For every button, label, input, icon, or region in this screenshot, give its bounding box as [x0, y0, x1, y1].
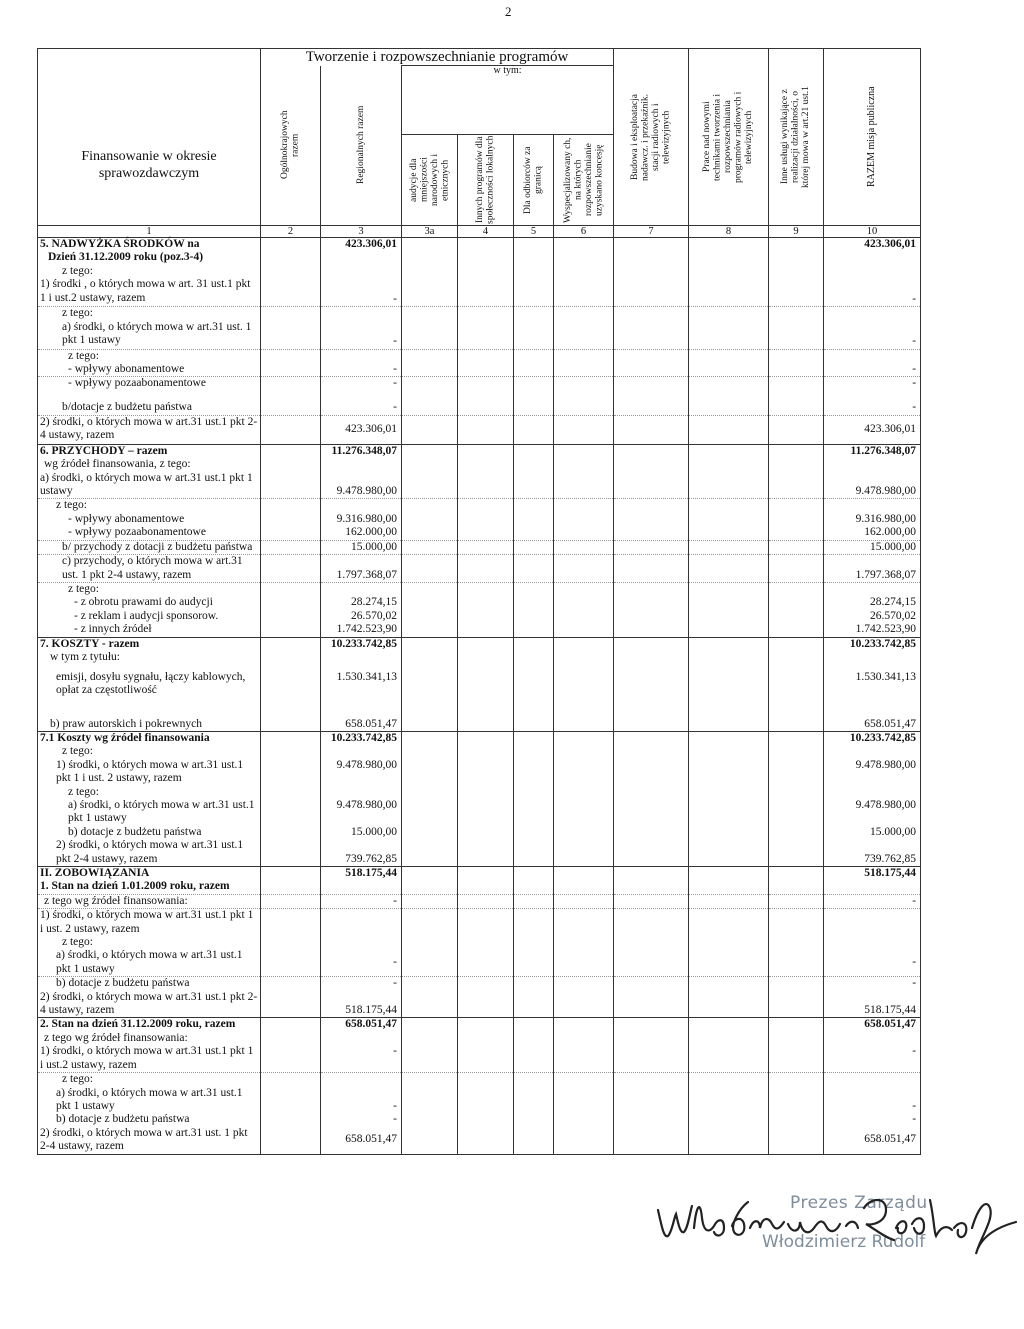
table-row	[38, 499, 921, 513]
row-label: a) środki, o których mowa w art.31 ust.1 pkt 1 ustawy	[38, 949, 261, 976]
table-row	[38, 839, 921, 866]
signature-title: Prezes Zarządu	[790, 1193, 928, 1213]
row-label: 2) środki, o których mowa w art.31 ust. 1 pkt 2-4 ustawy, razem	[38, 1127, 261, 1154]
row-value-col10: -	[824, 949, 921, 976]
table-row	[38, 265, 921, 278]
row-label: a) środki, o których mowa w art.31 ust.1 pkt 1 ustawy	[38, 799, 261, 826]
row-value-col3: 423.306,01	[321, 238, 402, 265]
row-value-col10: -	[824, 1113, 921, 1126]
col-number: 8	[689, 226, 769, 238]
row-value-col10: 658.051,47	[824, 1127, 921, 1154]
row-label: emisji, dosyłu sygnału, łączy kablowych, opłat za częstotliwość	[38, 671, 261, 707]
col-number: 4	[458, 226, 514, 238]
row-label: z tego:	[38, 936, 261, 949]
row-value-col10: 11.276.348,07	[824, 444, 921, 458]
row-value-col10: -	[824, 977, 921, 991]
table-row	[38, 401, 921, 415]
row-value-col10: -	[824, 363, 921, 377]
row-label: 2) środki, o których mowa w art.31 ust.1 pkt 2-4 ustawy, razem	[38, 991, 261, 1018]
table-row	[38, 880, 921, 894]
row-value-col10: 518.175,44	[824, 991, 921, 1018]
row-value-col10: 28.274,15	[824, 596, 921, 609]
header-col2: Ogólnokrajowych razem	[261, 66, 321, 226]
row-value-col10: 15.000,00	[824, 540, 921, 554]
table-row	[38, 363, 921, 377]
table-row	[38, 1032, 921, 1045]
row-value-col10: 162.000,00	[824, 526, 921, 540]
header-col5: Dla odbiorców za granicą	[514, 135, 554, 226]
row-value-col10: -	[824, 894, 921, 908]
table-row	[38, 707, 921, 732]
row-value-col3: 9.478.980,00	[321, 472, 402, 499]
row-value-col10: 658.051,47	[824, 707, 921, 732]
header-col9: Inne usługi wynikające z realizacji działalności, o której mowa w art.21 ust.1	[769, 49, 824, 226]
row-value-col3: 15.000,00	[321, 540, 402, 554]
table-row	[38, 307, 921, 321]
table-row	[38, 759, 921, 786]
row-value-col10: -	[824, 1045, 921, 1072]
row-value-col3: 1.797.368,07	[321, 555, 402, 583]
table-row	[38, 555, 921, 583]
row-value-col3: 518.175,44	[321, 867, 402, 881]
row-value-col3: 15.000,00	[321, 826, 402, 839]
row-value-col3: 10.233.742,85	[321, 731, 402, 745]
row-label: 2) środki, o których mowa w art.31 ust.1 pkt 2-4 ustawy, razem	[38, 839, 261, 866]
table-row	[38, 349, 921, 363]
table-row	[38, 596, 921, 609]
row-value-col10: -	[824, 1087, 921, 1114]
row-label: z tego:	[38, 265, 261, 278]
row-value-col3: -	[321, 1045, 402, 1072]
table-row	[38, 321, 921, 350]
row-value-col3: 423.306,01	[321, 415, 402, 444]
row-value-col10: -	[824, 321, 921, 350]
row-label: z tego:	[38, 582, 261, 596]
table-row	[38, 826, 921, 839]
header-col3a: audycje dla mniejszości narodowych i etnicznych	[402, 135, 458, 226]
row-label: - z innych źródeł	[38, 623, 261, 637]
col-number: 9	[769, 226, 824, 238]
table-row	[38, 526, 921, 540]
row-label: 2. Stan na dzień 31.12.2009 roku, razem	[38, 1018, 261, 1032]
row-value-col3: -	[321, 401, 402, 415]
table-row	[38, 786, 921, 799]
row-value-col3: 518.175,44	[321, 991, 402, 1018]
row-label: - wpływy abonamentowe	[38, 513, 261, 526]
row-label: z tego wg źródeł finansowania:	[38, 1032, 261, 1045]
row-value-col10: -	[824, 278, 921, 307]
table-row	[38, 377, 921, 402]
header-w-tym: w tym:	[402, 66, 614, 135]
table-row	[38, 909, 921, 936]
row-label: b) dotacje z budżetu państwa	[38, 826, 261, 839]
row-label: z tego:	[38, 786, 261, 799]
row-label: z tego:	[38, 1073, 261, 1087]
row-label: b) dotacje z budżetu państwa	[38, 1113, 261, 1126]
row-value-col3: 658.051,47	[321, 1018, 402, 1032]
row-value-col10: -	[824, 401, 921, 415]
table-row	[38, 610, 921, 623]
table-row	[38, 540, 921, 554]
row-value-col10: 1.742.523,90	[824, 623, 921, 637]
handwritten-signature	[650, 1188, 1020, 1260]
row-value-col3: 28.274,15	[321, 596, 402, 609]
row-label: z tego:	[38, 745, 261, 758]
table-row	[38, 444, 921, 458]
row-value-col3: 9.478.980,00	[321, 799, 402, 826]
row-value-col10: 15.000,00	[824, 826, 921, 839]
row-value-col3: 9.316.980,00	[321, 513, 402, 526]
col-number: 7	[614, 226, 689, 238]
table-row	[38, 949, 921, 976]
row-label: 1) środki, o których mowa w art.31 ust.1 pkt 1 i ust. 2 ustawy, razem	[38, 909, 261, 936]
row-label: c) przychody, o których mowa w art.31 ust. 1 pkt 2-4 ustawy, razem	[38, 555, 261, 583]
table-row	[38, 799, 921, 826]
table-row	[38, 472, 921, 499]
table-row	[38, 671, 921, 707]
header-col4: Innych programów dla społeczności lokalnych	[458, 135, 514, 226]
row-label: z tego:	[38, 307, 261, 321]
row-label: b) dotacje z budżetu państwa	[38, 977, 261, 991]
table-row	[38, 623, 921, 637]
row-value-col3: -	[321, 894, 402, 908]
row-label: II. ZOBOWIĄZANIA	[38, 867, 261, 881]
row-value-col10: 1.797.368,07	[824, 555, 921, 583]
row-value-col3: 739.762,85	[321, 839, 402, 866]
row-value-col10: 423.306,01	[824, 415, 921, 444]
table-row	[38, 977, 921, 991]
table-row	[38, 867, 921, 881]
row-value-col3: -	[321, 377, 402, 402]
row-label: 1) środki , o których mowa w art. 31 ust.1 pkt 1 i ust.2 ustawy, razem	[38, 278, 261, 307]
table-row	[38, 238, 921, 265]
row-label: 6. PRZYCHODY – razem	[38, 444, 261, 458]
col-number: 1	[38, 226, 261, 238]
row-value-col10: 10.233.742,85	[824, 637, 921, 651]
row-label: b/ przychody z dotacji z budżetu państwa	[38, 540, 261, 554]
row-label: z tego:	[38, 499, 261, 513]
row-label: a) środki, o których mowa w art.31 ust.1 pkt 1 ustawy	[38, 1087, 261, 1114]
row-label: 5. NADWYŻKA ŚRODKÓW na Dzień 31.12.2009 roku (poz.3-4)	[38, 238, 261, 265]
row-value-col10: -	[824, 377, 921, 402]
row-label: 7.1 Koszty wg źródeł finansowania	[38, 731, 261, 745]
table-row	[38, 936, 921, 949]
row-value-col3: 1.530.341,13	[321, 671, 402, 707]
col-number: 6	[554, 226, 614, 238]
row-value-col3: 11.276.348,07	[321, 444, 402, 458]
row-value-col3: -	[321, 977, 402, 991]
row-label: 1) środki, o których mowa w art.31 ust.1 pkt 1 i ust.2 ustawy, razem	[38, 1045, 261, 1072]
table-row	[38, 1087, 921, 1114]
row-value-col3: 1.742.523,90	[321, 623, 402, 637]
row-value-col3: -	[321, 1113, 402, 1126]
col-number: 10	[824, 226, 921, 238]
row-label: - z reklam i audycji sponsorow.	[38, 610, 261, 623]
row-label: a) środki, o których mowa w art.31 ust. 1 pkt 1 ustawy	[38, 321, 261, 350]
row-value-col3: 26.570,02	[321, 610, 402, 623]
row-value-col3: 658.051,47	[321, 1127, 402, 1154]
row-label: - z obrotu prawami do audycji	[38, 596, 261, 609]
table-row	[38, 458, 921, 471]
row-label: - wpływy pozaabonamentowe	[38, 526, 261, 540]
row-value-col3: -	[321, 321, 402, 350]
row-value-col10: 10.233.742,85	[824, 731, 921, 745]
col-number: 3	[321, 226, 402, 238]
header-col8: Prace nad nowymi technikami tworzenia i rozpowszechniania programów radiowych i telewizyjnych	[689, 49, 769, 226]
row-value-col10: 9.316.980,00	[824, 513, 921, 526]
row-value-col3: -	[321, 1087, 402, 1114]
row-value-col10: 518.175,44	[824, 867, 921, 881]
row-label: z tego:	[38, 349, 261, 363]
table-row	[38, 1127, 921, 1154]
header-row-group	[38, 49, 921, 66]
table-row	[38, 1045, 921, 1072]
table-row	[38, 1073, 921, 1087]
table-row	[38, 1018, 921, 1032]
header-financing: Finansowanie w okresie sprawozdawczym	[38, 49, 261, 226]
table-row	[38, 991, 921, 1018]
col-number: 3a	[402, 226, 458, 238]
row-value-col3: -	[321, 363, 402, 377]
row-label: a) środki, o których mowa w art.31 ust.1 pkt 1 ustawy	[38, 472, 261, 499]
row-value-col10: 658.051,47	[824, 1018, 921, 1032]
table-row	[38, 1113, 921, 1126]
table-row	[38, 278, 921, 307]
row-label: 1) środki, o których mowa w art.31 ust.1 pkt 1 i ust. 2 ustawy, razem	[38, 759, 261, 786]
col-number: 5	[514, 226, 554, 238]
table-row	[38, 582, 921, 596]
header-group-title: Tworzenie i rozpowszechnianie programów	[261, 49, 614, 66]
row-value-col3: -	[321, 278, 402, 307]
row-value-col3: 658.051,47	[321, 707, 402, 732]
row-label: wg źródeł finansowania, z tego:	[38, 458, 261, 471]
row-label: b/dotacje z budżetu państwa	[38, 401, 261, 415]
table-row	[38, 637, 921, 651]
row-value-col10: 1.530.341,13	[824, 671, 921, 707]
row-value-col10: 9.478.980,00	[824, 799, 921, 826]
row-value-col10: 9.478.980,00	[824, 759, 921, 786]
row-label: - wpływy pozaabonamentowe	[38, 377, 261, 402]
row-value-col10: 9.478.980,00	[824, 472, 921, 499]
page-number: 2	[505, 4, 512, 19]
column-numbers-row	[38, 226, 921, 238]
row-label: 7. KOSZTY - razem	[38, 637, 261, 651]
header-col6: Wyspecjalizowany ch, na których rozpowszechnianie uzyskano koncesję	[554, 135, 614, 226]
table-row	[38, 894, 921, 908]
table-row	[38, 651, 921, 671]
table-row	[38, 415, 921, 444]
row-label: - wpływy abonamentowe	[38, 363, 261, 377]
header-col7: Budowa i eksploatacja nadawcz. i przekaźnik. stacji radiowych i telewizyjnych	[614, 49, 689, 226]
row-value-col10: 739.762,85	[824, 839, 921, 866]
header-col10: RAZEM misja publiczna	[824, 49, 921, 226]
row-label: b) praw autorskich i pokrewnych	[38, 707, 261, 732]
table-row	[38, 513, 921, 526]
row-value-col3: 9.478.980,00	[321, 759, 402, 786]
financing-table	[37, 48, 921, 1155]
row-label: 1. Stan na dzień 1.01.2009 roku, razem	[38, 880, 261, 894]
row-value-col3: 162.000,00	[321, 526, 402, 540]
row-label: 2) środki, o których mowa w art.31 ust.1 pkt 2-4 ustawy, razem	[38, 415, 261, 444]
col-number: 2	[261, 226, 321, 238]
row-label: w tym z tytułu:	[38, 651, 261, 671]
row-label: z tego wg źródeł finansowania:	[38, 894, 261, 908]
row-value-col3: -	[321, 949, 402, 976]
signature-name: Włodzimierz Rudolf	[762, 1232, 926, 1252]
row-value-col3: 10.233.742,85	[321, 637, 402, 651]
row-value-col10: 26.570,02	[824, 610, 921, 623]
table-row	[38, 745, 921, 758]
row-value-col10: 423.306,01	[824, 238, 921, 265]
header-col3: Regionalnych razem	[321, 66, 402, 226]
table-row	[38, 731, 921, 745]
